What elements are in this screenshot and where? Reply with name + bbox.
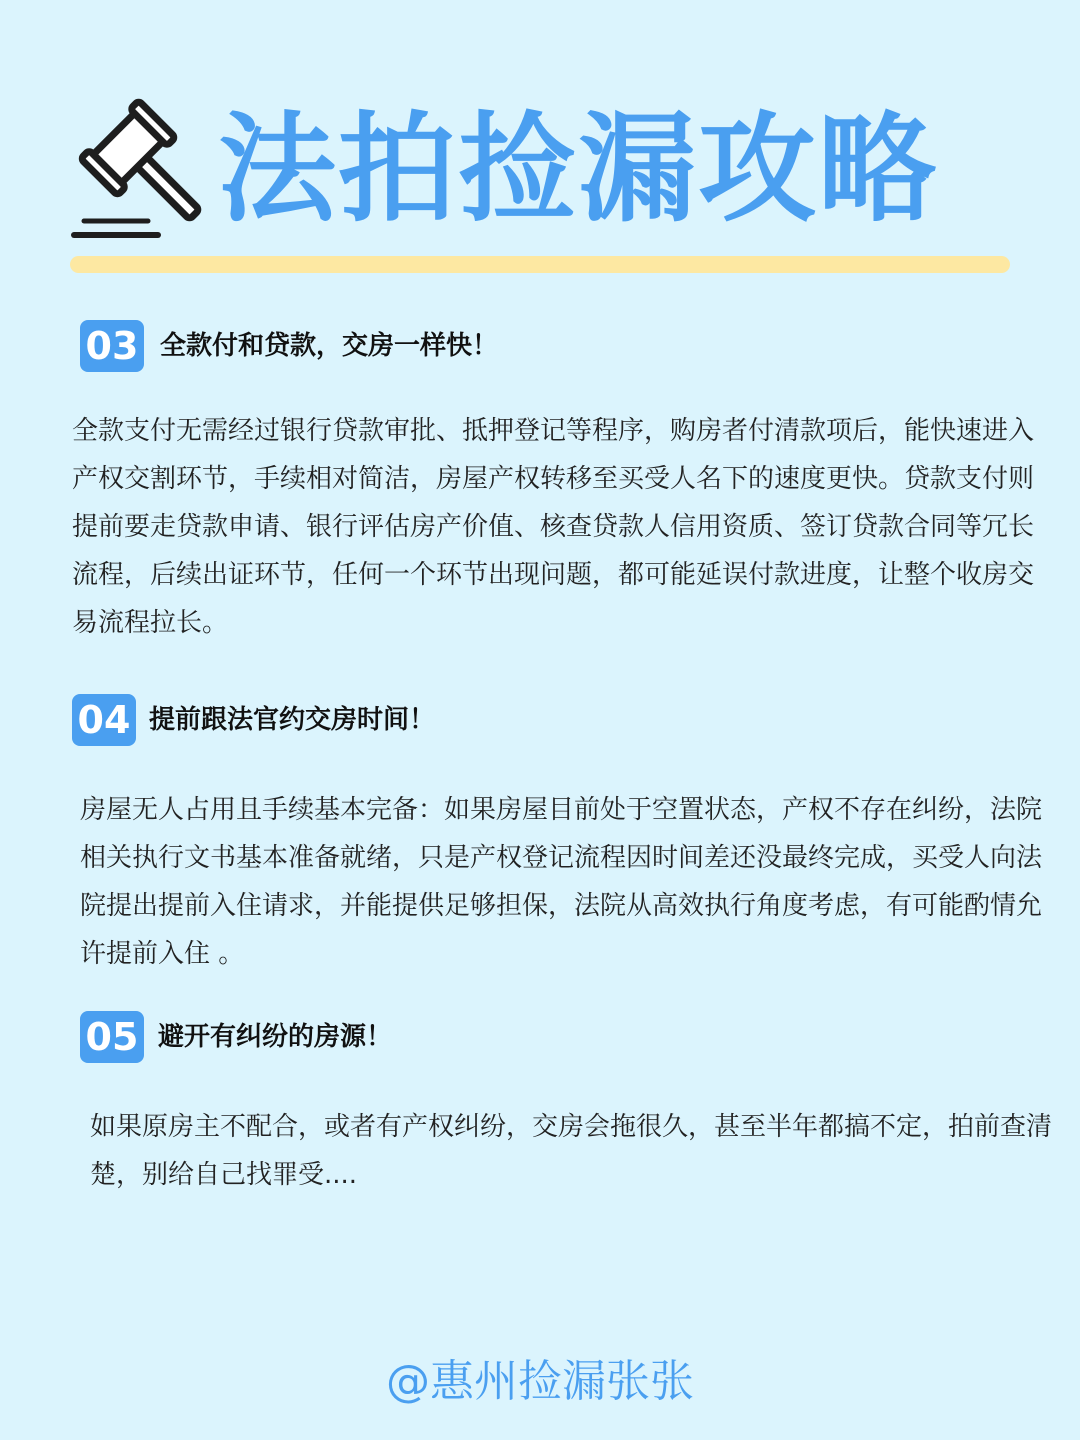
section-body-04: 房屋无人占用且手续基本完备：如果房屋目前处于空置状态，产权不存在纠纷，法院相关执行文书基本准备就绪，只是产权登记流程因时间差还没最终完成，买受人向法院提出提前入住请求，并能提供足够担保，法院从高效执行角度考虑，有可能酌情允许提前入住 。 [80,795,1043,969]
section-title: 提前跟法官约交房时间！ [149,705,436,735]
section-title: 避开有纠纷的房源！ [158,1022,393,1052]
section-number-badge: 05 [80,1011,144,1063]
section-number-badge: 04 [72,694,136,746]
author-handle: @惠州捡漏张张 [386,1356,694,1407]
title-underline [70,256,1010,273]
section-body-05: 如果原房主不配合，或者有产权纠纷，交房会拖很久，甚至半年都搞不定，拍前查清楚，别给自己找罪受.... [90,1112,1053,1190]
page-title: 法拍捡漏攻略 [218,100,939,238]
section-title: 全款付和贷款，交房一样快！ [160,331,499,361]
section-body-03: 全款支付无需经过银行贷款审批、抵押登记等程序，购房者付清款项后，能快速进入产权交割环节，手续相对简洁，房屋产权转移至买受人名下的速度更快。贷款支付则提前要走贷款申请、银行评估房产价值、核查贷款人信用资质、签订贷款合同等冗长流程，后续出证环节，任何一个环节出现问题，都可能延误付款进度，让整个收房交易流程拉长。 [72,416,1035,638]
gavel-icon [70,95,220,245]
section-number-badge: 03 [80,320,144,372]
header [70,95,1030,245]
